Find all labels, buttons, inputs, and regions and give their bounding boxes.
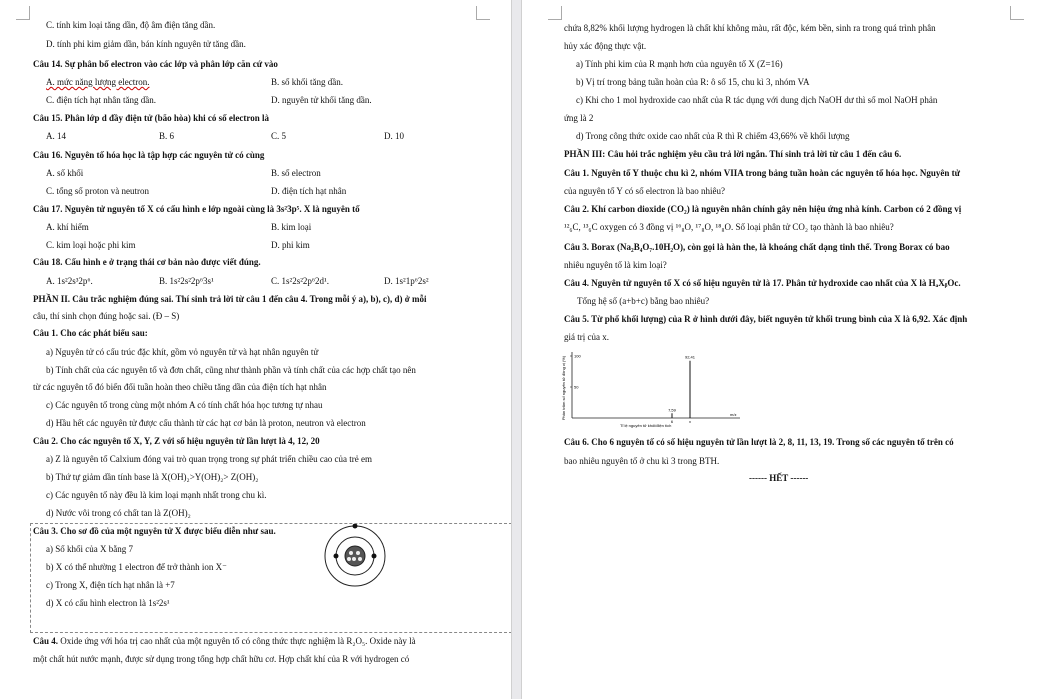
statement-item: b) X có thể nhường 1 electron để trở thành ion X⁻: [46, 562, 227, 572]
statement-item: d) Nước vôi trong có chất tan là Z(OH)₂: [46, 508, 191, 518]
statement-item: d) Trong công thức oxide cao nhất của R thì R chiếm 43,66% về khối lượng: [576, 131, 850, 141]
answer-option: A. số khối: [46, 168, 84, 178]
answer-option: B. 6: [159, 131, 175, 141]
statement-item: d) X có cấu hình electron là 1s²2s¹: [46, 598, 170, 608]
statement-item: c) Trong X, điện tích hạt nhân là +7: [46, 580, 175, 590]
text-line: D. tính phi kim giảm dần, bán kính nguyên tử tăng dần.: [46, 39, 246, 49]
statement-item: b) Tính chất của các nguyên tố và đơn chất, cũng như thành phần và tính chất của các hợp chất tạo nên: [46, 365, 416, 375]
question-heading: Câu 15. Phân lớp d đầy điện tử (bão hòa) khi có số electron là: [33, 113, 269, 123]
question-heading: Câu 6. Cho 6 nguyên tố có số hiệu nguyên tử lần lượt là 2, 8, 11, 13, 19. Trong số các nguyên tố trên có: [564, 437, 954, 447]
answer-option: B. số electron: [271, 168, 321, 178]
statement-item: a) Nguyên tử có cấu trúc đặc khít, gồm vỏ nguyên tử và hạt nhân nguyên tử: [46, 347, 319, 357]
text-line: giá trị của x.: [564, 332, 609, 342]
text-line: câu, thí sinh chọn đúng hoặc sai. (Đ – S): [33, 311, 180, 321]
answer-option: A. mức năng lượng electron.: [46, 77, 150, 87]
chart-ytick-label: 100: [574, 353, 581, 359]
statement-item: a) Z là nguyên tố Calxium đóng vai trò quan trọng trong sự phát triển chiều cao của trẻ em: [46, 454, 373, 464]
statement-item: a) Số khối của X bằng 7: [46, 544, 133, 554]
document-page-right: [521, 0, 1041, 699]
statement-item: b) Thứ tự giảm dần tính base là X(OH)₂>Y(OH)₂> Z(OH)₂: [46, 472, 259, 482]
chart-xlabel: Tỉ lệ nguyên tử khối/điện tích: [620, 423, 672, 428]
nucleon: [347, 557, 351, 561]
answer-option: D. 10: [384, 131, 404, 141]
text-line: chứa 8,82% khối lượng hydrogen là chất khí không màu, rất độc, kém bền, sinh ra trong quá trình phân: [564, 23, 936, 33]
text-line: C. tính kim loại tăng dần, độ âm điện tăng dần.: [46, 20, 216, 30]
statement-item: c) Các nguyên tố này đều là kim loại mạnh nhất trong chu kì.: [46, 490, 267, 500]
nucleon: [349, 551, 353, 555]
answer-option: D. 1s²1p⁶2s²: [384, 276, 429, 286]
answer-option: C. kim loại hoặc phi kim: [46, 240, 136, 250]
answer-option: C. tổng số proton và neutron: [46, 186, 149, 196]
crop-mark: [476, 6, 490, 20]
statement-item: từ các nguyên tố đó biến đổi tuần hoàn theo chiều tăng dần của điện tích hạt nhân: [33, 382, 327, 392]
answer-option: B. số khối tăng dần.: [271, 77, 343, 87]
question-heading: Câu 3. Borax (Na₂B₄O₇.10H₂O), còn gọi là hàn the, là khoáng chất dạng tinh thể. Trong Borax có bao: [564, 242, 950, 252]
statement-item: a) Tính phi kim của R mạnh hơn của nguyên tố X (Z=16): [576, 59, 783, 69]
chart-ytick-label: 50: [574, 384, 579, 390]
chart-x-unit: m/z: [730, 412, 737, 417]
statement-item: c) Khi cho 1 mol hydroxide cao nhất của R tác dụng với dung dịch NaOH dư thì số mol NaOH phản: [576, 95, 938, 105]
answer-option: A. khí hiếm: [46, 222, 89, 232]
nucleon: [352, 557, 356, 561]
answer-option: D. phi kim: [271, 240, 310, 250]
text-line: nhiêu nguyên tố là kim loại?: [564, 260, 667, 270]
answer-option: B. 1s²2s²2p⁶3s¹: [159, 276, 214, 286]
section-heading: PHẦN II. Câu trắc nghiệm đúng sai. Thí sinh trả lời từ câu 1 đến câu 4. Trong mỗi ý a), b), c), d) ở mỗi: [33, 294, 427, 304]
end-marker: ------ HẾT ------: [749, 473, 809, 483]
answer-option: D. điện tích hạt nhân: [271, 186, 347, 196]
answer-option: B. kim loại: [271, 222, 312, 232]
chart-xtick-label: x: [689, 419, 691, 424]
atom-diagram: [323, 524, 387, 588]
statement-item: ứng là 2: [564, 113, 594, 123]
answer-option: C. điện tích hạt nhân tăng dần.: [46, 95, 156, 105]
document-page-left: [0, 0, 512, 699]
text-line: Tổng hệ số (a+b+c) bằng bao nhiêu?: [577, 296, 710, 306]
answer-option: A. 1s²2s³2p⁶.: [46, 276, 93, 286]
question-heading: Câu 2. Cho các nguyên tố X, Y, Z với số hiệu nguyên tử lần lượt là 4, 12, 20: [33, 436, 320, 446]
answer-option: C. 5: [271, 131, 287, 141]
text-line: bao nhiêu nguyên tố ở chu kì 3 trong BTH.: [564, 456, 720, 466]
section-heading: PHẦN III: Câu hỏi trắc nghiệm yêu cầu trả lời ngắn. Thí sinh trả lời từ câu 1 đến câu 6.: [564, 149, 902, 159]
answer-option: D. nguyên tử khối tăng dần.: [271, 95, 372, 105]
question-heading: Câu 1. Nguyên tố Y thuộc chu kì 2, nhóm VIIA trong bảng tuần hoàn các nguyên tố hóa học. Nguyên tử: [564, 168, 960, 178]
chart-xtick-label: 6: [670, 419, 674, 424]
question-heading: Câu 1. Cho các phát biểu sau:: [33, 328, 148, 338]
nucleon: [356, 551, 360, 555]
electron: [353, 524, 358, 529]
crop-mark: [1010, 6, 1024, 20]
crop-mark: [16, 6, 30, 20]
answer-option: C. 1s²2s²2p⁶2d¹.: [271, 276, 329, 286]
nucleon: [358, 557, 362, 561]
question-heading: Câu 4. Nguyên tử nguyên tố X có số hiệu nguyên tử là 17. Phân tử hydroxide cao nhất của X là HₐXᵦOc.: [564, 278, 961, 288]
question-3-box: [30, 523, 512, 633]
text-line: của nguyên tố Y có số electron là bao nhiêu?: [564, 186, 726, 196]
nucleus: [345, 546, 365, 566]
crop-mark: [548, 6, 562, 20]
mass-spectrum-chart: [560, 348, 744, 430]
question-heading: Câu 18. Cấu hình e ở trạng thái cơ bản nào được viết đúng.: [33, 257, 261, 267]
question-heading: Câu 4. Oxide ứng với hóa trị cao nhất của một nguyên tố có công thức thực nghiệm là R₂O₅. Oxide này là: [33, 636, 416, 646]
statement-item: d) Hầu hết các nguyên tử được cấu thành từ các hạt cơ bản là proton, neutron và electron: [46, 418, 366, 428]
question-heading: Câu 14. Sự phân bố electron vào các lớp và phân lớp căn cứ vào: [33, 59, 278, 69]
statement-item: c) Các nguyên tố trong cùng một nhóm A có tính chất hóa học tương tự nhau: [46, 400, 323, 410]
chart-ylabel: Phần trăm số nguyên tử đồng vị (%): [561, 355, 566, 421]
answer-option: A. 14: [46, 131, 66, 141]
electron: [372, 554, 377, 559]
text-line: hủy xác động thực vật.: [564, 41, 647, 51]
statement-item: b) Vị trí trong bảng tuần hoàn của R: ô số 15, chu kì 3, nhóm VA: [576, 77, 810, 87]
question-heading: Câu 17. Nguyên tử nguyên tố X có cấu hình e lớp ngoài cùng là 3s²3p⁵. X là nguyên tố: [33, 204, 360, 214]
text-line: một chất hút nước mạnh, được sử dụng trong tổng hợp chất hữu cơ. Hợp chất khí của R với hydrogen có: [33, 654, 410, 664]
text-inline: Oxide ứng với hóa trị cao nhất của một nguyên tố có công thức thực nghiệm là R₂O₅. Oxide này là: [60, 636, 416, 646]
question-heading: Câu 2. Khí carbon dioxide (CO₂) là nguyên nhân chính gây nên hiệu ứng nhà kính. Carbon có 2 đồng vị: [564, 204, 962, 214]
chart-data-label: 7,59: [668, 407, 676, 413]
text-line: ¹²₆C, ¹³₆C oxygen có 3 đồng vị ¹⁶₈O, ¹⁷₈O, ¹⁸₈O. Số loại phân tử CO₂ tạo thành là bao nhiêu?: [564, 222, 894, 232]
question-heading: Câu 16. Nguyên tố hóa học là tập hợp các nguyên tử có cùng: [33, 150, 265, 160]
question-heading: Câu 3. Cho sơ đồ của một nguyên tử X được biểu diễn như sau.: [33, 526, 276, 536]
question-heading: Câu 5. Từ phổ khối lượng) của R ở hình dưới đây, biết nguyên tử khối trung bình của X là 6,92. Xác định: [564, 314, 968, 324]
electron: [334, 554, 339, 559]
chart-data-label: 92,41: [684, 354, 696, 360]
